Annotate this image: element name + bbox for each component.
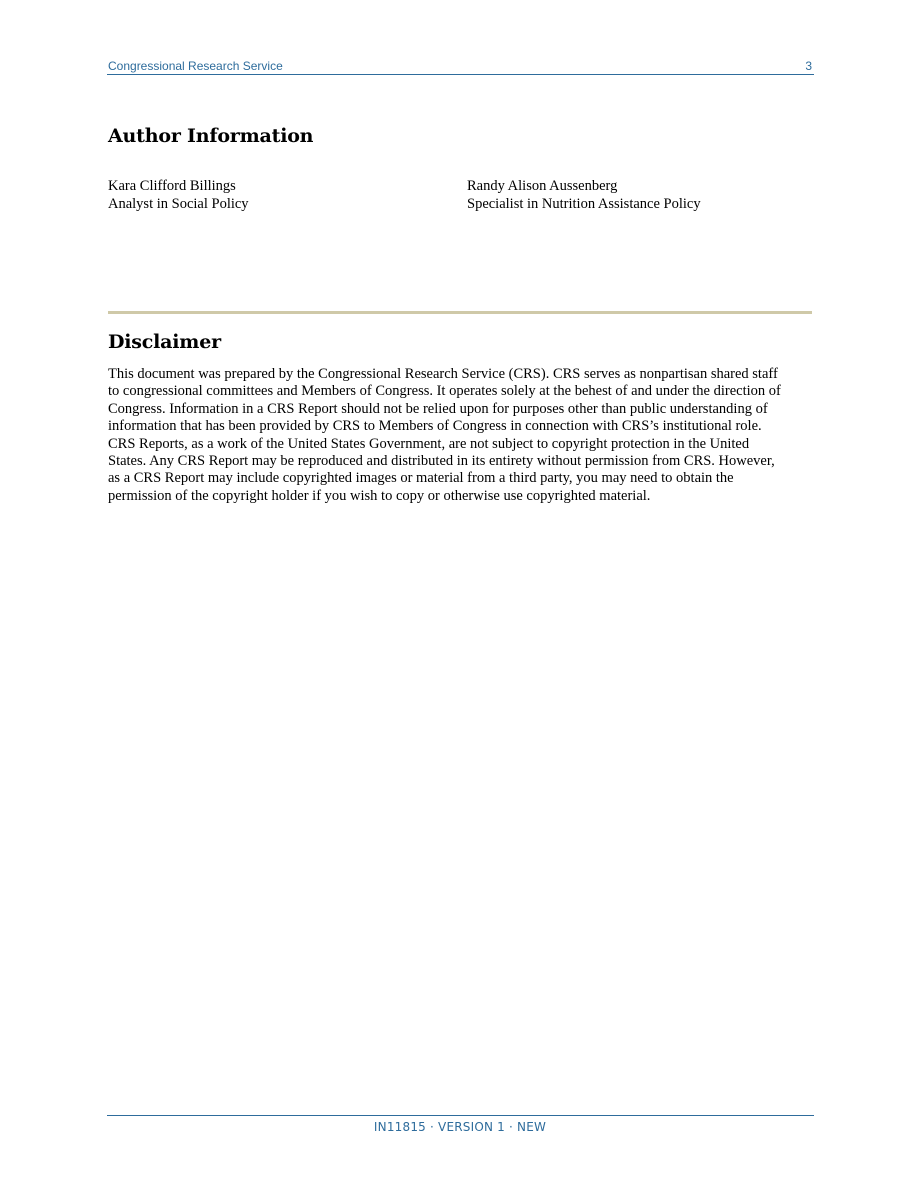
disclaimer-line: Congress. Information in a CRS Report should not be relied upon for purposes other than public understanding of <box>108 400 768 417</box>
section-divider <box>108 311 812 314</box>
author-title: Specialist in Nutrition Assistance Policy <box>467 195 701 212</box>
page-header <box>107 58 814 75</box>
disclaimer-line: States. Any CRS Report may be reproduced and distributed in its entirety without permission from CRS. However, <box>108 453 775 470</box>
disclaimer-text <box>108 366 818 505</box>
author-information-heading: Author Information <box>108 125 314 147</box>
disclaimer-line: permission of the copyright holder if you wish to copy or otherwise use copyrighted material. <box>108 487 651 504</box>
author-entry <box>467 178 701 213</box>
author-name: Randy Alison Aussenberg <box>467 178 618 194</box>
disclaimer-line: This document was prepared by the Congressional Research Service (CRS). CRS serves as nonpartisan shared staff <box>108 366 778 382</box>
author-title: Analyst in Social Policy <box>108 195 249 212</box>
disclaimer-line: CRS Reports, as a work of the United States Government, are not subject to copyright protection in the United <box>108 435 750 452</box>
footer-document-id: IN11815 · VERSION 1 · NEW <box>373 1120 547 1134</box>
header-organization: Congressional Research Service <box>108 59 283 73</box>
disclaimer-line: as a CRS Report may include copyrighted images or material from a third party, you may need to obtain the <box>108 470 734 487</box>
author-name: Kara Clifford Billings <box>108 178 236 194</box>
disclaimer-line: information that has been provided by CRS to Members of Congress in connection with CRS’s institutional role. <box>108 418 762 435</box>
header-page-number: 3 <box>805 59 812 73</box>
disclaimer-heading: Disclaimer <box>108 331 221 353</box>
disclaimer-line: to congressional committees and Members of Congress. It operates solely at the behest of and under the direction of <box>108 383 781 400</box>
footer-divider <box>107 1115 814 1116</box>
author-entry <box>108 178 249 213</box>
